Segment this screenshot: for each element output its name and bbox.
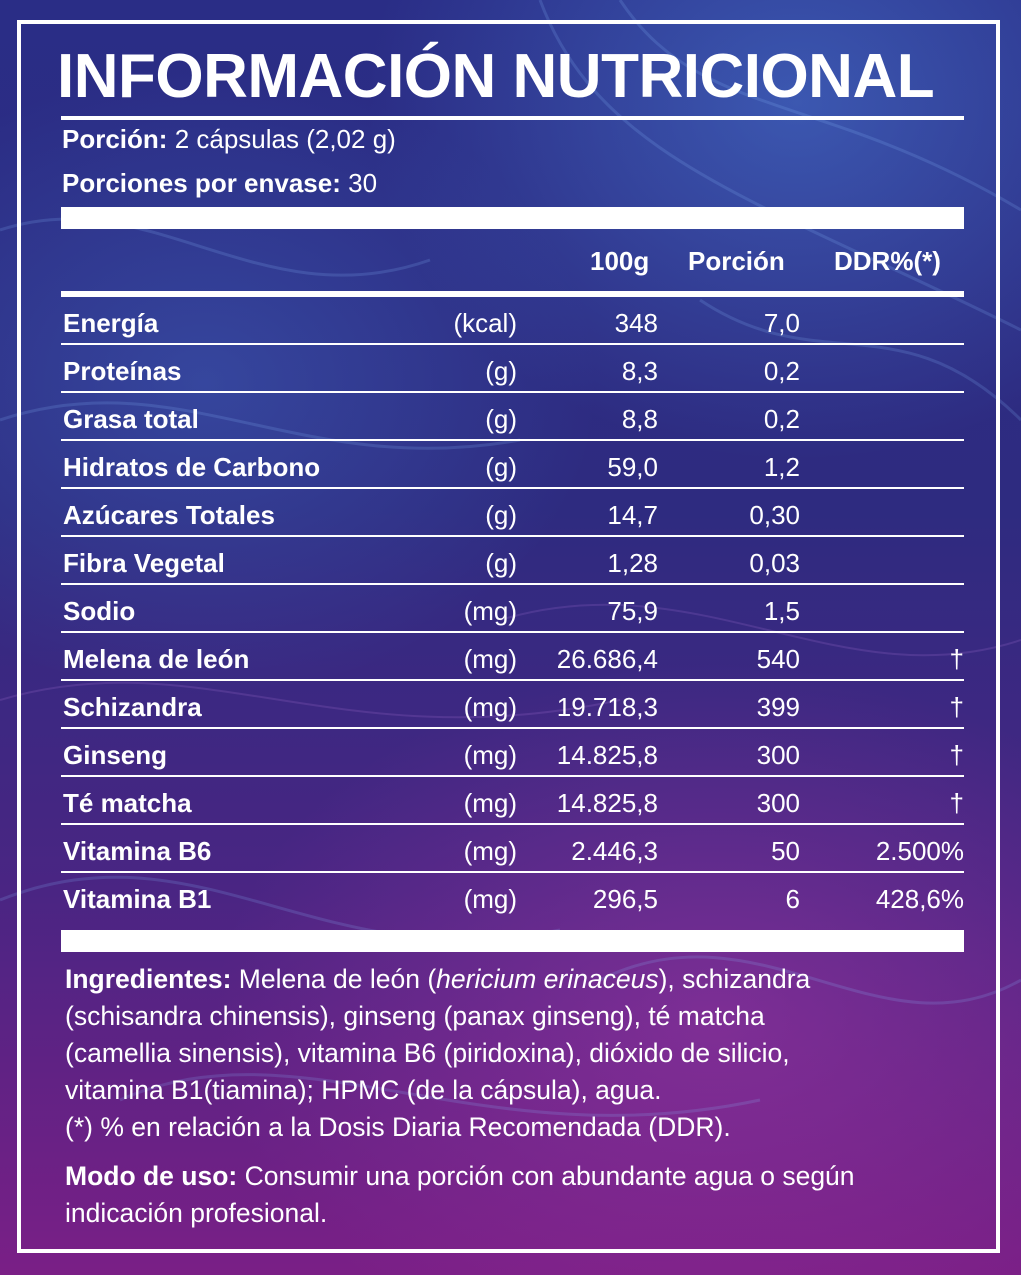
table-row — [61, 729, 964, 777]
nutrient-name: Vitamina B1 — [63, 884, 212, 914]
nutrient-unit: (mg) — [463, 596, 517, 626]
value-ddr: † — [949, 644, 964, 674]
table-row — [61, 297, 964, 345]
value-per-portion: 399 — [756, 692, 800, 722]
nutrient-unit: (mg) — [463, 692, 517, 722]
value-per-portion: 300 — [756, 740, 800, 770]
value-per-portion: 300 — [756, 788, 800, 818]
ddr-footnote: (*) % en relación a la Dosis Diaria Recomendada (DDR). — [65, 1112, 731, 1142]
section-divider-top — [61, 207, 964, 229]
nutrient-name: Ginseng — [63, 740, 168, 770]
column-header-ddr: DDR%(*) — [834, 246, 941, 276]
value-per-100g: 8,8 — [621, 404, 658, 434]
value-ddr: 428,6% — [875, 884, 964, 914]
nutrient-unit: (mg) — [463, 644, 517, 674]
value-per-100g: 8,3 — [621, 356, 658, 386]
nutrient-name: Energía — [63, 308, 159, 338]
value-per-100g: 348 — [614, 308, 658, 338]
value-per-portion: 0,2 — [763, 404, 800, 434]
nutrient-unit: (g) — [485, 548, 517, 578]
table-row — [61, 489, 964, 537]
portion-value: 2 cápsulas (2,02 g) — [174, 124, 396, 154]
nutrient-unit: (g) — [485, 356, 517, 386]
nutrient-name: Schizandra — [63, 692, 202, 722]
usage-label: Modo de uso: — [65, 1161, 238, 1191]
value-per-100g: 14.825,8 — [556, 788, 658, 818]
section-divider-bottom — [61, 930, 964, 952]
nutrient-unit: (mg) — [463, 740, 517, 770]
ingredients-line-4: vitamina B1(tiamina); HPMC (de la cápsula), agua. — [65, 1075, 662, 1105]
table-row — [61, 633, 964, 681]
page-title: INFORMACIÓN NUTRICIONAL — [57, 42, 935, 111]
nutrient-name: Proteínas — [63, 356, 182, 386]
value-per-portion: 50 — [771, 836, 800, 866]
title-divider — [61, 116, 964, 120]
table-row — [61, 825, 964, 873]
nutrient-name: Azúcares Totales — [63, 500, 275, 530]
servings-per-container-line — [62, 170, 377, 196]
value-ddr: † — [949, 740, 964, 770]
ingredients-line-1: Ingredientes: Melena de león (hericium erinaceus), schizandra — [65, 964, 811, 994]
nutrient-name: Grasa total — [63, 404, 199, 434]
value-ddr: 2.500% — [875, 836, 964, 866]
column-header-portion: Porción — [688, 246, 785, 276]
nutrient-name: Fibra Vegetal — [63, 548, 225, 578]
portion-line — [62, 126, 396, 152]
nutrient-unit: (g) — [485, 500, 517, 530]
usage-block — [65, 1158, 965, 1232]
usage-line-2: indicación profesional. — [65, 1198, 328, 1228]
value-per-portion: 1,5 — [763, 596, 800, 626]
ingredients-block — [65, 961, 965, 1146]
value-per-portion: 0,2 — [763, 356, 800, 386]
value-per-100g: 26.686,4 — [556, 644, 658, 674]
value-per-portion: 540 — [756, 644, 800, 674]
value-per-100g: 296,5 — [592, 884, 658, 914]
nutrient-unit: (g) — [485, 404, 517, 434]
value-per-100g: 19.718,3 — [556, 692, 658, 722]
value-per-100g: 14.825,8 — [556, 740, 658, 770]
value-per-100g: 14,7 — [607, 500, 658, 530]
value-per-100g: 1,28 — [607, 548, 658, 578]
value-per-portion: 0,30 — [749, 500, 800, 530]
servings-per-container-value: 30 — [348, 168, 378, 198]
table-row — [61, 345, 964, 393]
table-row — [61, 777, 964, 825]
value-ddr: † — [949, 692, 964, 722]
nutrient-name: Melena de león — [63, 644, 250, 674]
value-per-100g: 2.446,3 — [571, 836, 658, 866]
value-per-portion: 6 — [785, 884, 800, 914]
value-per-portion: 0,03 — [749, 548, 800, 578]
table-row — [61, 393, 964, 441]
table-row — [61, 537, 964, 585]
ingredients-line-3: (camellia sinensis), vitamina B6 (piridoxina), dióxido de silicio, — [65, 1038, 790, 1068]
table-row — [61, 441, 964, 489]
value-per-100g: 59,0 — [607, 452, 658, 482]
nutrient-name: Hidratos de Carbono — [63, 452, 321, 482]
latin-name: hericium erinaceus — [436, 964, 659, 994]
value-ddr: † — [949, 788, 964, 818]
table-row — [61, 681, 964, 729]
ingredients-line-2: (schisandra chinensis), ginseng (panax ginseng), té matcha — [65, 1001, 765, 1031]
nutrient-unit: (mg) — [463, 884, 517, 914]
nutrient-unit: (g) — [485, 452, 517, 482]
nutrient-name: Vitamina B6 — [63, 836, 212, 866]
value-per-portion: 7,0 — [763, 308, 800, 338]
value-per-portion: 1,2 — [763, 452, 800, 482]
value-per-100g: 75,9 — [607, 596, 658, 626]
usage-line-1: Modo de uso: Consumir una porción con abundante agua o según — [65, 1161, 855, 1191]
nutrient-unit: (mg) — [463, 836, 517, 866]
column-header-100g: 100g — [590, 246, 650, 276]
nutrient-name: Sodio — [63, 596, 136, 626]
table-row — [61, 873, 964, 921]
portion-label: Porción: — [62, 124, 168, 154]
servings-per-container-label: Porciones por envase: — [62, 168, 341, 198]
ingredients-label: Ingredientes: — [65, 964, 232, 994]
nutrient-unit: (kcal) — [453, 308, 517, 338]
table-row — [61, 585, 964, 633]
nutrient-unit: (mg) — [463, 788, 517, 818]
nutrient-name: Té matcha — [63, 788, 192, 818]
